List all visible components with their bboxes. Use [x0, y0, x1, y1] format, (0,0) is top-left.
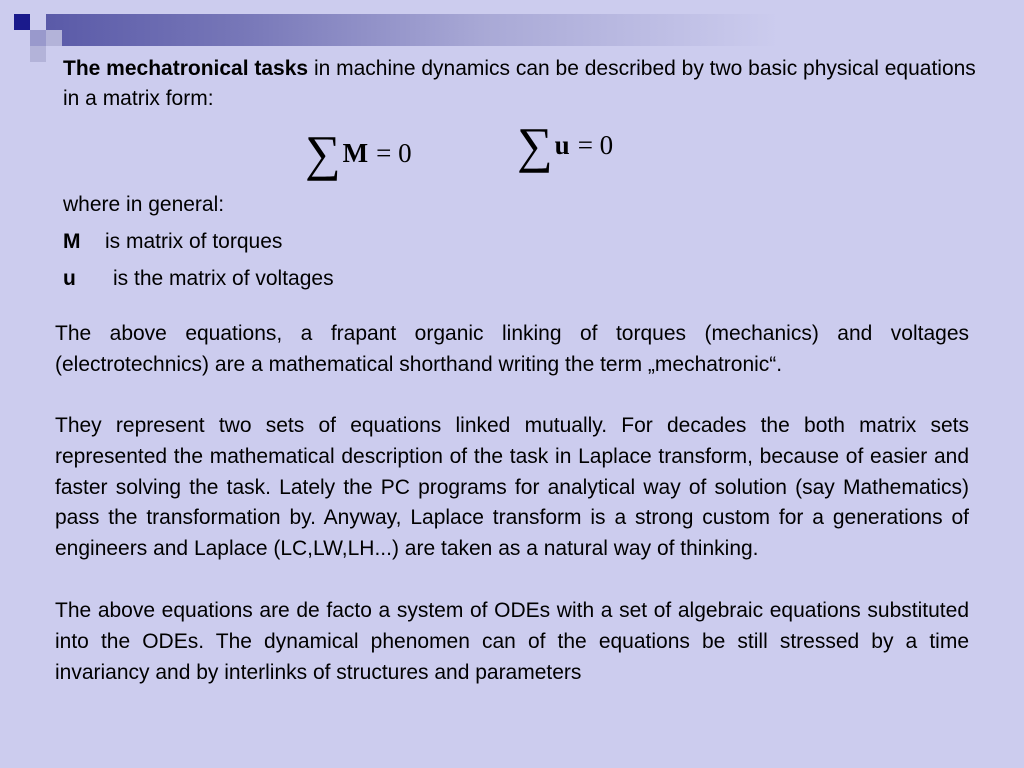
equation-rhs: = 0	[376, 137, 412, 168]
header-square-light	[30, 46, 46, 62]
paragraph: They represent two sets of equations linked mutually. For decades the both matrix sets represented the mathematical description of the task in Laplace transform, because of easier and faster solving the task. Lately the PC programs for analytical way of solution (say Mathematics) pass the transformation by. Anyway, Laplace transform is a strong custom for a generations of engineers and Laplace (LC,LW,LH...) are taken as a natural way of thinking.	[55, 414, 969, 561]
sigma-symbol: ∑	[517, 117, 553, 173]
equation-torques	[305, 125, 412, 181]
equation-variable: u	[554, 129, 570, 160]
sigma-symbol: ∑	[305, 125, 341, 181]
paragraph: The above equations, a frapant organic linking of torques (mechanics) and voltages (electrotechnics) are a mathematical shorthand writing the term „mechatronic“.	[55, 322, 969, 376]
equation-voltages	[517, 117, 614, 173]
definition-symbol: u	[63, 267, 76, 290]
header-square-light	[46, 30, 62, 46]
header-square-dark	[14, 14, 30, 30]
equation-rhs: = 0	[577, 129, 614, 160]
equation-variable: M	[342, 137, 369, 168]
definition-text: is matrix of torques	[105, 230, 283, 253]
definitions-heading: where in general:	[63, 193, 225, 216]
definition-item	[63, 227, 334, 264]
definitions	[63, 190, 334, 301]
definition-symbol: M	[63, 230, 81, 253]
header-square-light	[30, 30, 46, 46]
definition-text: is the matrix of voltages	[113, 267, 334, 290]
header-gradient-bar	[46, 14, 1024, 46]
intro-text	[63, 54, 983, 114]
intro-rest: in machine dynamics can be described by two basic physical equations in a matrix form:	[63, 57, 976, 110]
definition-item	[63, 264, 334, 301]
intro-bold-lead: The mechatronical tasks	[63, 57, 309, 80]
paragraph: The above equations are de facto a system of ODEs with a set of algebraic equations substituted into the ODEs. The dynamical phenomen can of the equations be still stressed by a time invariancy and by interlinks of structures and parameters	[55, 599, 969, 684]
